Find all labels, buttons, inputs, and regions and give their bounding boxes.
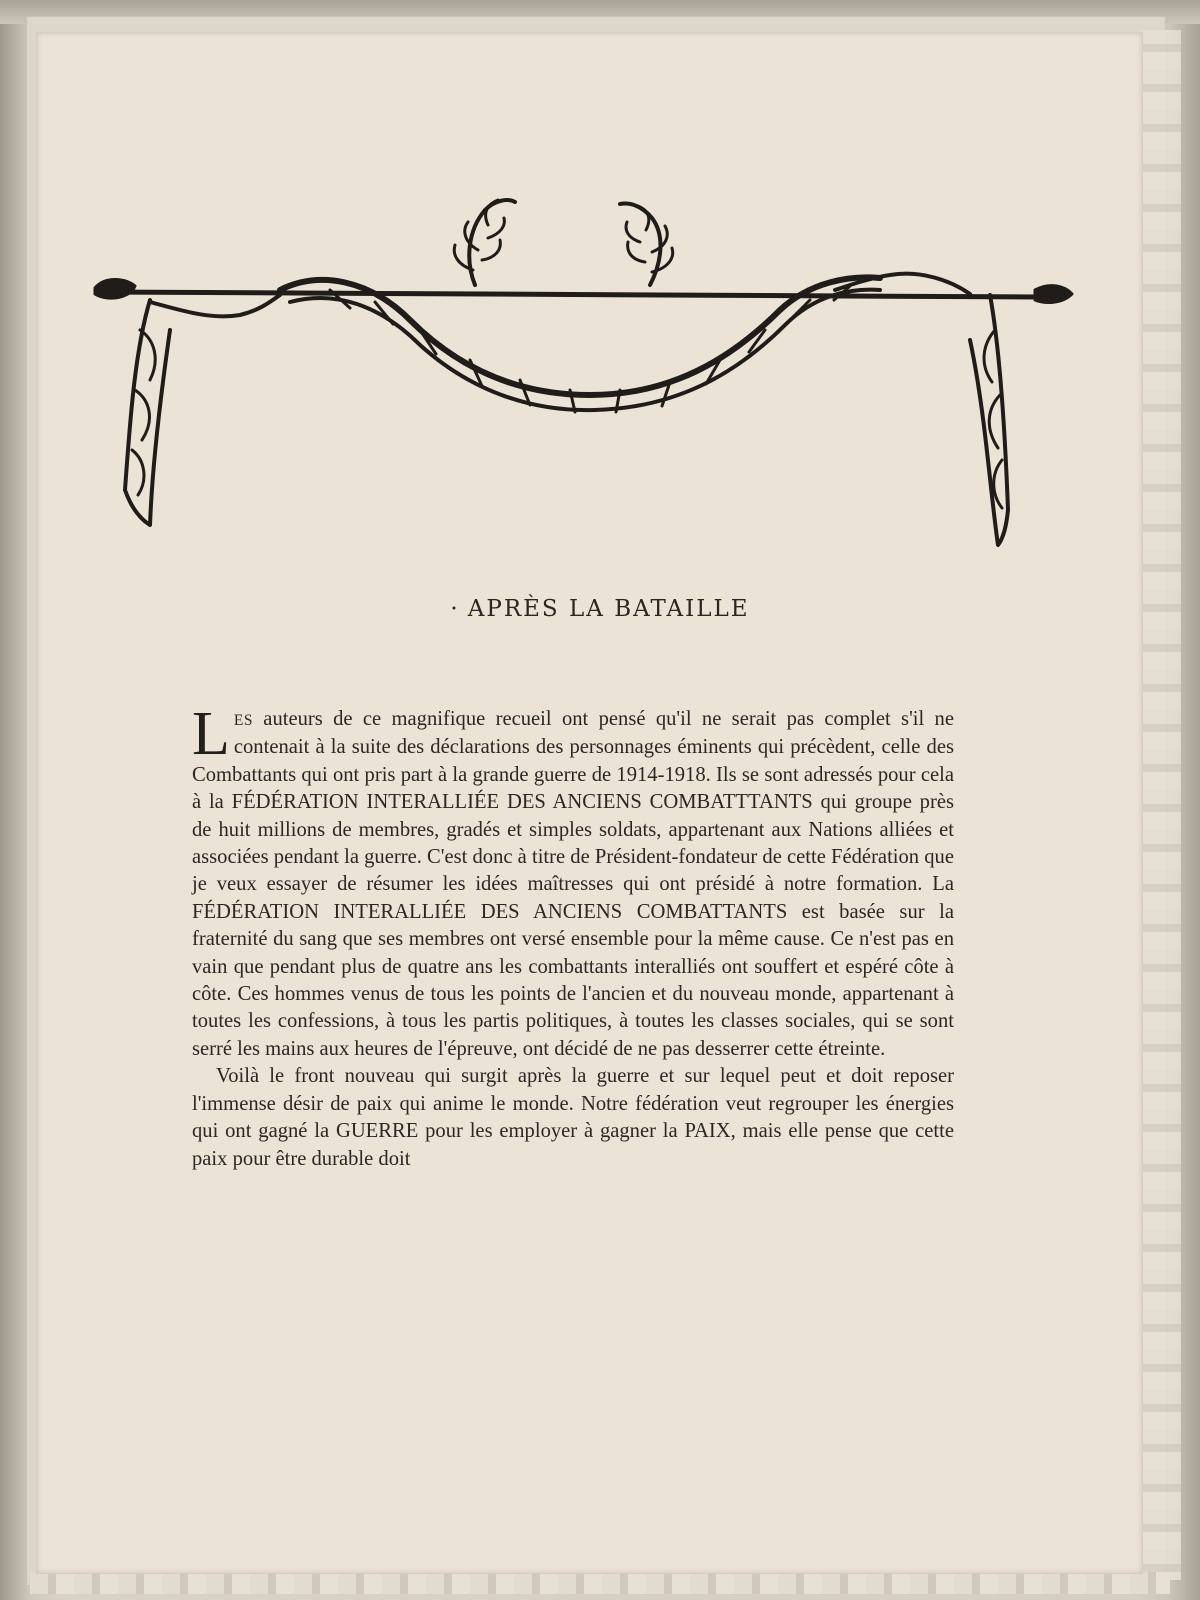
- deckled-edge-bottom: [30, 1572, 1170, 1594]
- laurel-garland-on-rod-icon: [90, 190, 1090, 560]
- body-text: [192, 700, 954, 1173]
- drop-cap: L: [192, 700, 230, 768]
- title-text: APRÈS LA BATAILLE: [467, 596, 750, 622]
- small-caps-opening: ES: [233, 712, 253, 729]
- paragraph-1-text: auteurs de ce magnifique recueil ont pensé qu'il ne serait pas complet s'il ne contenait à la suite des déclarations des personnages éminents qui précèdent, celle des Combattants qui ont pris part à la grande guerre de 1914-1918. Ils se sont adressés pour cela à la FÉDÉRATION INTERALLIÉE DES ANCIENS COMBATTTANTS qui groupe près de huit millions de membres, gradés et simples soldats, appartenant aux Nations alliées et associées pendant la guerre. C'est donc à titre de Président-fondateur de cette Fédération que je veux essayer de résumer les idées maîtresses qui ont présidé à notre formation. La FÉDÉRATION INTERALLIÉE DES ANCIENS COMBATTANTS est basée sur la fraternité du sang que ses membres ont versé ensemble pour la même cause. Ce n'est pas en vain que pendant plus de quatre ans les combattants interalliés ont souffert et espéré côte à côte. Ces hommes venus de tous les points de l'ancien et du nouveau monde, appartenant à toutes les confessions, à tous les partis politiques, à toutes les classes sociales, qui se sont serré les mains aux heures de l'épreuve, ont décidé de ne pas desserrer cette étreinte.: [192, 708, 954, 1060]
- deckled-edge-right: [1141, 30, 1181, 1580]
- paragraph-1: [192, 700, 954, 1063]
- page-title: [0, 596, 1200, 622]
- title-bullet: ·: [450, 596, 460, 622]
- paragraph-2: Voilà le front nouveau qui surgit après la guerre et sur lequel peut et doit reposer l'immense désir de paix qui anime le monde. Notre fédération veut regrouper les énergies qui ont gagné la GUERRE pour les employer à gagner la PAIX, mais elle pense que cette paix pour être durable doit: [192, 1065, 954, 1170]
